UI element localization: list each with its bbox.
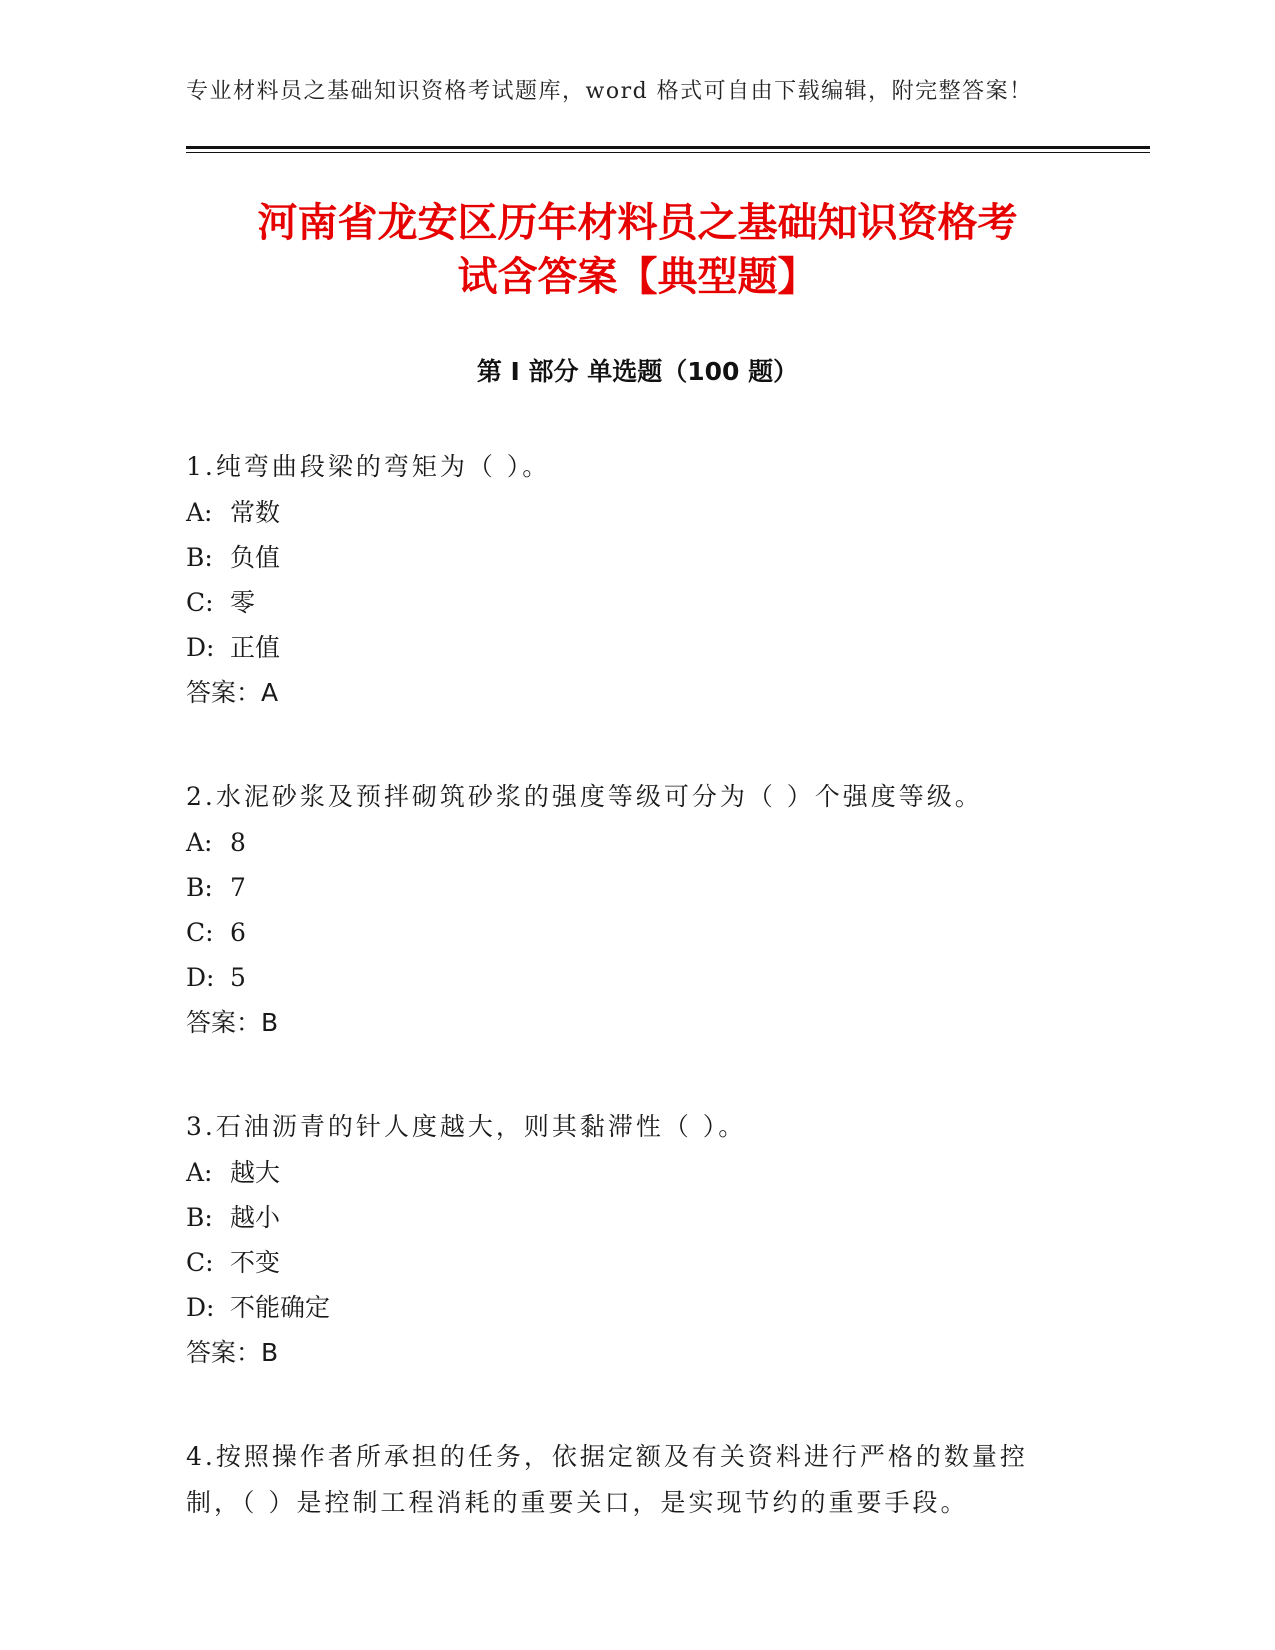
option-text: 越大	[230, 1158, 281, 1187]
page-title	[160, 196, 1115, 304]
question-stem: 4.按照操作者所承担的任务，依据定额及有关资料进行严格的数量控制，（ ）是控制工程消耗的重要关口，是实现节约的重要手段。	[186, 1442, 1028, 1517]
option-d	[186, 1285, 1066, 1330]
header-rule-thick	[186, 146, 1150, 149]
option-letter: B:	[186, 873, 213, 902]
option-c	[186, 580, 1066, 625]
option-a	[186, 1150, 1066, 1195]
option-text: 不变	[230, 1248, 281, 1277]
header-rule-thin	[186, 152, 1150, 153]
option-letter: A:	[186, 1158, 213, 1187]
question-list	[186, 444, 1066, 1584]
question-3	[186, 1104, 1066, 1376]
answer-line: 答案：B	[186, 1338, 279, 1367]
option-b	[186, 1195, 1066, 1240]
question-stem: 3.石油沥青的针人度越大，则其黏滞性（ ）。	[186, 1112, 747, 1141]
option-letter: D:	[186, 1293, 215, 1322]
question-2	[186, 774, 1066, 1046]
question-stem: 2.水泥砂浆及预拌砌筑砂浆的强度等级可分为（ ）个强度等级。	[186, 782, 983, 811]
option-a	[186, 820, 1066, 865]
option-letter: C:	[186, 588, 214, 617]
option-text: 8	[230, 828, 246, 857]
title-line-2: 试含答案【典型题】	[457, 254, 818, 300]
option-text: 不能确定	[230, 1293, 331, 1322]
option-text: 负值	[230, 543, 281, 572]
option-c	[186, 910, 1066, 955]
answer-line: 答案：B	[186, 1008, 279, 1037]
question-4	[186, 1434, 1066, 1526]
question-stem: 1.纯弯曲段梁的弯矩为（ ）。	[186, 452, 551, 481]
option-text: 6	[230, 918, 246, 947]
header-note: 专业材料员之基础知识资格考试题库，word 格式可自由下载编辑，附完整答案！	[186, 79, 1033, 104]
option-letter: D:	[186, 633, 215, 662]
title-line-1: 河南省龙安区历年材料员之基础知识资格考	[257, 200, 1018, 246]
question-1	[186, 444, 1066, 716]
option-letter: A:	[186, 498, 213, 527]
option-letter: C:	[186, 1248, 214, 1277]
option-d	[186, 625, 1066, 670]
option-text: 零	[230, 588, 256, 617]
option-b	[186, 865, 1066, 910]
option-text: 正值	[230, 633, 281, 662]
option-letter: A:	[186, 828, 213, 857]
option-d	[186, 955, 1066, 1000]
option-letter: B:	[186, 1203, 213, 1232]
option-text: 越小	[230, 1203, 281, 1232]
option-text: 7	[230, 873, 246, 902]
option-a	[186, 490, 1066, 535]
option-text: 常数	[230, 498, 281, 527]
option-c	[186, 1240, 1066, 1285]
option-letter: D:	[186, 963, 215, 992]
answer-line: 答案：A	[186, 678, 279, 707]
option-text: 5	[230, 963, 246, 992]
option-letter: B:	[186, 543, 213, 572]
option-b	[186, 535, 1066, 580]
option-letter: C:	[186, 918, 214, 947]
section-heading: 第 I 部分 单选题（100 题）	[476, 357, 799, 386]
